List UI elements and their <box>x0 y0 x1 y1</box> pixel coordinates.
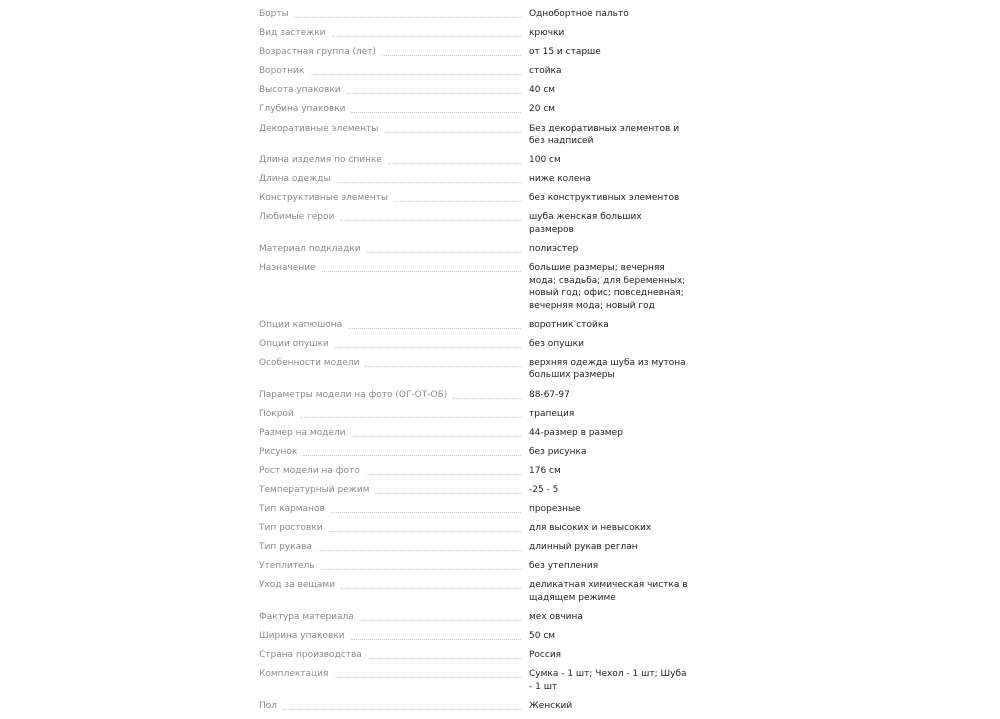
spec-label: Декоративные элементы <box>259 123 379 134</box>
spec-row <box>259 192 699 205</box>
spec-label: Вид застежки <box>259 28 326 39</box>
spec-label: Параметры модели на фото (ОГ-ОТ-ОБ) <box>259 389 448 400</box>
spec-row <box>259 649 699 662</box>
spec-label: Длина изделия по спинке <box>259 155 382 166</box>
dotted-leader <box>453 398 521 399</box>
spec-value: 44-размер в размер <box>529 427 623 438</box>
spec-value: 100 см <box>529 155 561 166</box>
spec-value: верхняя одежда шуба из мутона больших размеры <box>529 357 686 381</box>
spec-row <box>259 357 699 382</box>
spec-label: Покрой <box>259 408 294 419</box>
spec-value: -25 - 5 <box>529 484 559 495</box>
spec-label: Страна производства <box>259 650 362 661</box>
spec-row <box>259 427 699 440</box>
spec-value: для высоких и невысоких <box>529 523 652 534</box>
spec-value: крючки <box>529 28 565 39</box>
spec-label: Температурный режим <box>259 484 370 495</box>
spec-label: Тип ростовки <box>259 523 323 534</box>
spec-label: Фактура материала <box>259 612 354 623</box>
spec-row <box>259 408 699 421</box>
spec-label: Уход за вещами <box>259 580 336 591</box>
dotted-leader <box>331 512 521 513</box>
spec-label: Опции капюшона <box>259 319 343 330</box>
spec-label: Материал подкладки <box>259 244 361 255</box>
spec-label: Конструктивные элементы <box>259 193 389 204</box>
dotted-leader <box>388 163 521 164</box>
dotted-leader <box>366 474 521 475</box>
spec-row <box>259 211 699 236</box>
spec-value: 20 см <box>529 104 556 115</box>
spec-value: Без декоративных элементов и без надписей <box>529 123 680 147</box>
dotted-leader <box>303 455 521 456</box>
spec-label: Размер на модели <box>259 427 346 438</box>
spec-row <box>259 123 699 148</box>
dotted-leader <box>382 55 521 56</box>
spec-row <box>259 541 699 554</box>
spec-row <box>259 522 699 535</box>
spec-label: Тип рукава <box>259 542 312 553</box>
spec-value: длинный рукав реглан <box>529 542 638 553</box>
spec-row <box>259 8 699 21</box>
spec-row <box>259 389 699 402</box>
dotted-leader <box>347 93 521 94</box>
spec-value: Россия <box>529 650 562 661</box>
spec-label: Тип карманов <box>259 504 325 515</box>
spec-label: Ширина упаковки <box>259 631 345 642</box>
dotted-leader <box>329 531 521 532</box>
spec-row <box>259 668 699 693</box>
dotted-leader <box>341 588 521 589</box>
spec-label: Борты <box>259 9 289 19</box>
dotted-leader <box>332 36 521 37</box>
spec-label: Любимые герои <box>259 212 335 223</box>
dotted-leader <box>335 347 521 348</box>
spec-row <box>259 319 699 332</box>
spec-row <box>259 243 699 256</box>
dotted-leader <box>334 677 521 678</box>
spec-value: полиэстер <box>529 244 579 255</box>
dotted-leader <box>384 132 521 133</box>
spec-value: воротник стойка <box>529 319 609 330</box>
spec-value: без опушки <box>529 338 584 349</box>
dotted-leader <box>394 201 521 202</box>
spec-value: 88-67-97 <box>529 389 570 400</box>
spec-row <box>259 579 699 604</box>
dotted-leader <box>310 74 521 75</box>
spec-label: Рисунок <box>259 446 298 457</box>
dotted-leader <box>340 220 521 221</box>
dotted-leader <box>322 271 521 272</box>
dotted-leader <box>365 366 521 367</box>
dotted-leader <box>375 493 521 494</box>
spec-value: Сумка - 1 шт; Чехол - 1 шт; Шуба - 1 шт <box>529 669 687 692</box>
dotted-leader <box>351 639 521 640</box>
spec-label: Возрастная группа (лет) <box>259 47 377 58</box>
dotted-leader <box>348 328 521 329</box>
spec-value: прорезные <box>529 504 581 515</box>
spec-row <box>259 465 699 478</box>
spec-row <box>259 27 699 40</box>
dotted-leader <box>300 417 521 418</box>
spec-value: 40 см <box>529 85 556 96</box>
spec-value: деликатная химическая чистка в щадящем режиме <box>529 580 688 603</box>
spec-row <box>259 262 699 312</box>
spec-value: трапеция <box>529 408 575 419</box>
spec-label: Пол <box>259 700 278 711</box>
spec-row <box>259 173 699 186</box>
spec-label: Воротник <box>259 66 305 77</box>
spec-value: шуба женская больших размеров <box>529 212 642 235</box>
spec-value: 50 см <box>529 631 556 642</box>
spec-row <box>259 65 699 78</box>
dotted-leader <box>321 569 521 570</box>
spec-row <box>259 446 699 459</box>
spec-value: без утепления <box>529 561 599 572</box>
spec-value: большие размеры; вечерняя мода; свадьба; для беременных; новый год; офис; повседневная; вечерняя мода; новый год <box>529 263 686 311</box>
specifications-list <box>259 8 699 719</box>
spec-value: Женский <box>529 700 573 711</box>
spec-label: Опции опушки <box>259 338 329 349</box>
spec-value: мех овчина <box>529 612 583 623</box>
spec-label: Утеплитель <box>259 561 315 572</box>
spec-label: Особенности модели <box>259 357 360 368</box>
spec-row <box>259 338 699 351</box>
dotted-leader <box>295 17 521 18</box>
spec-value: ниже колена <box>529 174 591 185</box>
spec-row <box>259 611 699 624</box>
dotted-leader <box>368 658 521 659</box>
dotted-leader <box>337 182 521 183</box>
spec-row <box>259 46 699 59</box>
spec-row <box>259 700 699 713</box>
spec-row <box>259 630 699 643</box>
spec-value: Однобортное пальто <box>529 9 629 19</box>
spec-value: без рисунка <box>529 446 587 457</box>
dotted-leader <box>367 252 521 253</box>
spec-value: от 15 и старше <box>529 47 601 58</box>
spec-value: без конструктивных элементов <box>529 193 680 204</box>
spec-row <box>259 84 699 97</box>
spec-row <box>259 103 699 116</box>
dotted-leader <box>351 112 521 113</box>
dotted-leader <box>360 620 521 621</box>
spec-row <box>259 484 699 497</box>
spec-value: 176 см <box>529 465 561 476</box>
spec-label: Высота упаковки <box>259 85 341 96</box>
spec-label: Комплектация <box>259 669 329 680</box>
spec-row <box>259 503 699 516</box>
spec-label: Назначение <box>259 263 316 274</box>
spec-row <box>259 560 699 573</box>
spec-value: стойка <box>529 66 562 77</box>
spec-row <box>259 154 699 167</box>
dotted-leader <box>283 709 521 710</box>
spec-label: Глубина упаковки <box>259 104 346 115</box>
dotted-leader <box>318 550 521 551</box>
dotted-leader <box>352 436 521 437</box>
spec-label: Рост модели на фото <box>259 465 360 476</box>
spec-label: Длина одежды <box>259 174 331 185</box>
